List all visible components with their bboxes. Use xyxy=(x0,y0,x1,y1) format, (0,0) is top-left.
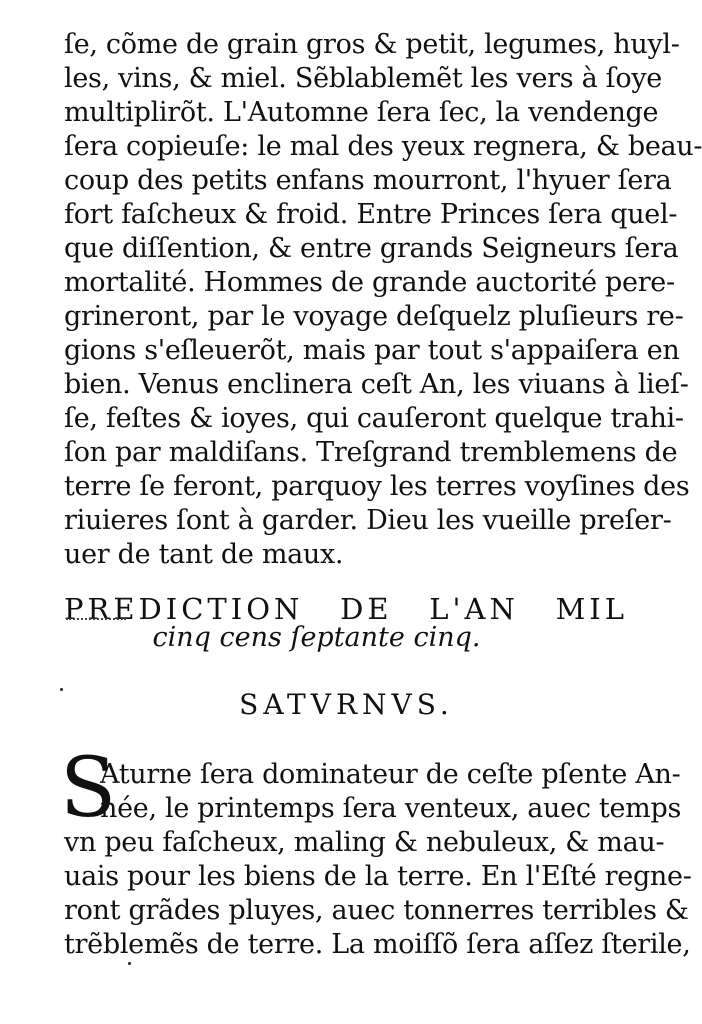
text-line: bien. Venus enclinera ceſt An, les viuans à lieſ- xyxy=(64,369,689,400)
text-line: née, le printemps ſera venteux, auec temps xyxy=(100,793,682,824)
text-line: les, vins, & miel. Sẽblablemẽt les vers à ſoye xyxy=(64,63,662,94)
text-line: gions s'eſleuerõt, mais par tout s'appaiſera en xyxy=(64,335,680,366)
text-line: trẽblemẽs de terre. La moiſſõ ſera aſſez ſterile, xyxy=(64,929,691,960)
text-line: ſon par maldiſans. Treſgrand tremblemens de xyxy=(64,437,678,468)
text-line: Aturne ſera dominateur de ceſte pſente An- xyxy=(100,759,681,790)
text-line: ront grãdes pluyes, auec tonnerres terribles & xyxy=(64,895,689,926)
text-line: uais pour les biens de la terre. En l'Eſté regne- xyxy=(64,861,692,892)
text-line: riuieres ſont à garder. Dieu les vueille preſer- xyxy=(64,505,672,536)
text-line: mortalité. Hommes de grande auctorité pere- xyxy=(64,267,675,298)
text-line: grineront, par le voyage deſquelz pluſieurs re- xyxy=(64,301,684,332)
text-line: uer de tant de maux. xyxy=(64,539,344,570)
text-line: multiplirõt. L'Automne ſera ſec, la vendenge xyxy=(64,97,659,128)
text-line: ſera copieuſe: le mal des yeux regnera, & beau- xyxy=(64,131,702,162)
text-line: ſe, feſtes & ioyes, qui cauſeront quelque trahi- xyxy=(64,403,684,434)
text-line: ſe, cõme de grain gros & petit, legumes, huyl- xyxy=(64,29,680,60)
text-line: vn peu faſcheux, maling & nebuleux, & mau- xyxy=(64,827,665,858)
ink-speck xyxy=(60,688,63,691)
text-line: terre ſe feront, parquoy les terres voyſines des xyxy=(64,471,690,502)
drop-cap: S xyxy=(60,741,117,836)
section-subtitle: cinq cens ſeptante cinq. xyxy=(152,622,481,653)
ink-speck xyxy=(128,962,131,965)
text-line: fort faſcheux & froid. Entre Princes ſera quel- xyxy=(64,199,678,230)
section-heading: SATVRNVS. xyxy=(239,688,454,721)
text-line: que diſſention, & entre grands Seigneurs ſera xyxy=(64,233,679,264)
text-line: coup des petits enfans mourront, l'hyuer ſera xyxy=(64,165,672,196)
section-title: PREDICTION DE L'AN MIL xyxy=(64,592,628,626)
